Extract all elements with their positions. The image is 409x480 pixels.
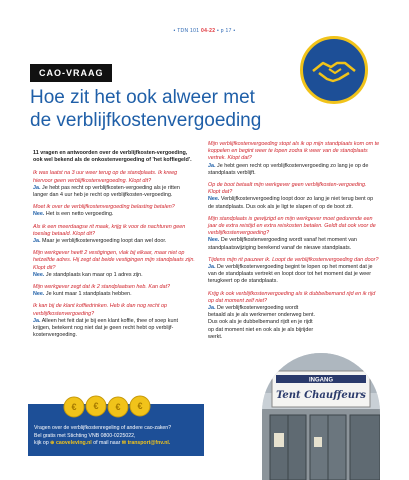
qa-block <box>33 284 195 298</box>
svg-text:€: € <box>137 401 143 411</box>
contact-line-2: Bel gratis met Stichting VNB 0800-0225022, <box>34 432 136 439</box>
website-link[interactable]: caoveleving.nl <box>55 440 92 447</box>
qa-block <box>33 250 195 279</box>
title-line-2: de verblijfkostenvergoeding <box>30 110 262 131</box>
question: Als ik een meerdaagse rit maak, krijg ik voor de nachturen geen toeslag betaald. Klopt dit? <box>33 223 186 237</box>
answer-text: Je hebt geen recht op verblijfkostenvergoeding zo lang je op de standplaats verblijft. <box>208 162 369 176</box>
contact-text <box>34 425 200 448</box>
qa-block <box>33 303 195 339</box>
page-header <box>0 28 409 34</box>
answer-text: Verblijfkostenvergoeding loopt door zo lang je niet terug bent op de standplaats. Dus ook als je ligt te slapen of op de boot zit. <box>208 196 374 210</box>
sign-entrance: INGANG <box>309 377 333 384</box>
answer-text: De verblijfkostenvergoeding begint te lopen op het moment dat je van de standplaats vertrekt en loopt door tot het moment dat je weer terugkeert op de standplaats. <box>208 264 373 285</box>
qa-block <box>208 290 376 341</box>
contact-prefix: kijk op <box>34 440 49 447</box>
answer-text: Het is een netto vergoeding. <box>45 211 114 218</box>
answer <box>33 211 195 218</box>
answer-text: De verblijfkostenvergoeding wordt betaald als je als werknemer onderweg bent. Dus ook als je dubbelbemand rijdt en je rijdt op dat moment niet en ook als je als bijrijder werkt. <box>208 305 315 340</box>
page-number: • p 17 • <box>217 28 236 34</box>
page-title <box>30 86 290 132</box>
mail-icon: ✉ <box>121 440 127 447</box>
contact-mid: of mail naar <box>93 440 121 447</box>
office-entrance-photo <box>262 353 380 480</box>
issue-number: 04-22 <box>201 28 216 34</box>
answer <box>33 238 195 245</box>
svg-text:€: € <box>93 401 99 411</box>
answer <box>33 185 195 199</box>
question: Op de boot betaalt mijn werkgever geen verblijfkosten-vergoeding. Klopt dat? <box>208 182 367 196</box>
question: Mijn standplaats is gewijzigd en mijn werkgever moet gedurende een jaar de extra reistijd en extra reiskosten betalen. Geldt dat ook voor de verblijfkostenvergoeding? <box>208 215 376 237</box>
magazine-prefix: • TDN 101 <box>173 28 200 34</box>
answer-text: Je standplaats kan maar op 1 adres zijn. <box>45 271 143 278</box>
answer <box>208 196 380 210</box>
answer-label: Ja. <box>208 162 216 169</box>
title-line-1: Hoe zit het ook alweer met <box>30 87 255 108</box>
svg-text:€: € <box>115 402 121 412</box>
answer-label: Nee. <box>33 291 45 298</box>
answer-label: Ja. <box>33 184 41 191</box>
right-column <box>208 141 380 346</box>
answer-label: Ja. <box>33 238 41 245</box>
answer <box>33 272 195 279</box>
answer-text: Alleen het feit dat je bij een klant koffie, thee of soep kunt krijgen, betekent nog niet dat je geen recht hebt op verblijf-kostenvergoeding. <box>33 317 178 339</box>
answer-text: Je hebt pas recht op verblijfkosten-vergoeding als je ritten langer dan 4 uur heb je recht op verblijfkosten-vergoeding. <box>33 184 180 199</box>
answer-text: Je kunt maar 1 standplaats hebben. <box>45 291 132 298</box>
answer <box>208 305 316 341</box>
question: Ik kan bij de klant koffiedrinken. Heb ik dan nog recht op verblijfkostenvergoeding? <box>33 303 167 317</box>
answer <box>33 318 195 340</box>
answer-text: De verblijfkostenvergoeding wordt vanaf het moment van standplaatswijziging berekend vanaf de nieuwe standplaats. <box>208 237 357 251</box>
section-tag: CAO-VRAAG <box>30 64 112 82</box>
answer <box>208 237 380 251</box>
question: Moet ik over de verblijfkostenvergoeding belasting betalen? <box>33 204 175 211</box>
question: Krijg ik ook verblijfkostenvergoeding als ik dubbelbemand rijd en ik rijd op dat moment zelf niet? <box>208 290 376 304</box>
qa-block <box>33 170 195 199</box>
answer <box>208 163 380 177</box>
answer-label: Ja. <box>33 317 41 324</box>
qa-block <box>208 141 380 177</box>
coins-icon <box>62 395 152 419</box>
answer-label: Nee. <box>208 196 220 203</box>
intro-paragraph: 11 vragen en antwoorden over de verblijfkosten-vergoeding, ook wel bekend als de onkostenvergoeding of 'het koffiegeld'. <box>33 150 192 164</box>
question: Mijn werkgever heeft 2 vestigingen, vlak bij elkaar, maar niet op hetzelfde adres. Hij zegt dat beide vestigingen mijn standplaats zijn. Klopt dit? <box>33 250 195 271</box>
qa-block <box>208 216 380 252</box>
answer-text: Maar je verblijfkostenvergoeding loopt dan wel door. <box>42 238 167 245</box>
left-column <box>33 150 195 344</box>
answer <box>33 291 195 298</box>
answer-label: Ja. <box>208 264 216 271</box>
answer-label: Nee. <box>208 237 220 244</box>
contact-line-1: Vragen over de verblijfkostenregeling of andere cao-zaken? <box>34 425 172 431</box>
qa-block <box>208 257 380 286</box>
qa-block <box>33 204 195 218</box>
question: Tijdens mijn rit pauzeer ik. Loopt de verblijfkostenvergoeding dan door? <box>208 256 379 263</box>
contact-line-3 <box>34 440 200 448</box>
answer-label: Nee. <box>33 211 45 218</box>
answer <box>208 264 380 286</box>
handshake-icon <box>300 36 368 104</box>
sign-company: Tent Chauffeurs <box>276 390 366 401</box>
globe-icon: ⊕ <box>50 440 55 447</box>
answer-label: Nee. <box>33 271 45 278</box>
email-link[interactable]: transport@fnv.nl. <box>127 440 171 447</box>
answer-label: Ja. <box>208 305 216 312</box>
qa-block <box>208 182 380 211</box>
question: Ik was laatst na 3 uur weer terug op de standplaats. Ik kreeg hiervoor geen verblijfkostenvergoeding. Klopt dit? <box>33 170 178 184</box>
qa-block <box>33 224 195 246</box>
question: Mijn werkgever zegt dat ik 2 standplaatsen heb. Kan dat? <box>33 284 170 291</box>
svg-text:€: € <box>71 402 77 412</box>
question: Mijn verblijfkostenvergoeding stopt als ik op mijn standplaats kom om te koppelen en begint weer te lopen zodra ik weer van de standplaats vertrek. Klopt dat? <box>208 141 380 162</box>
